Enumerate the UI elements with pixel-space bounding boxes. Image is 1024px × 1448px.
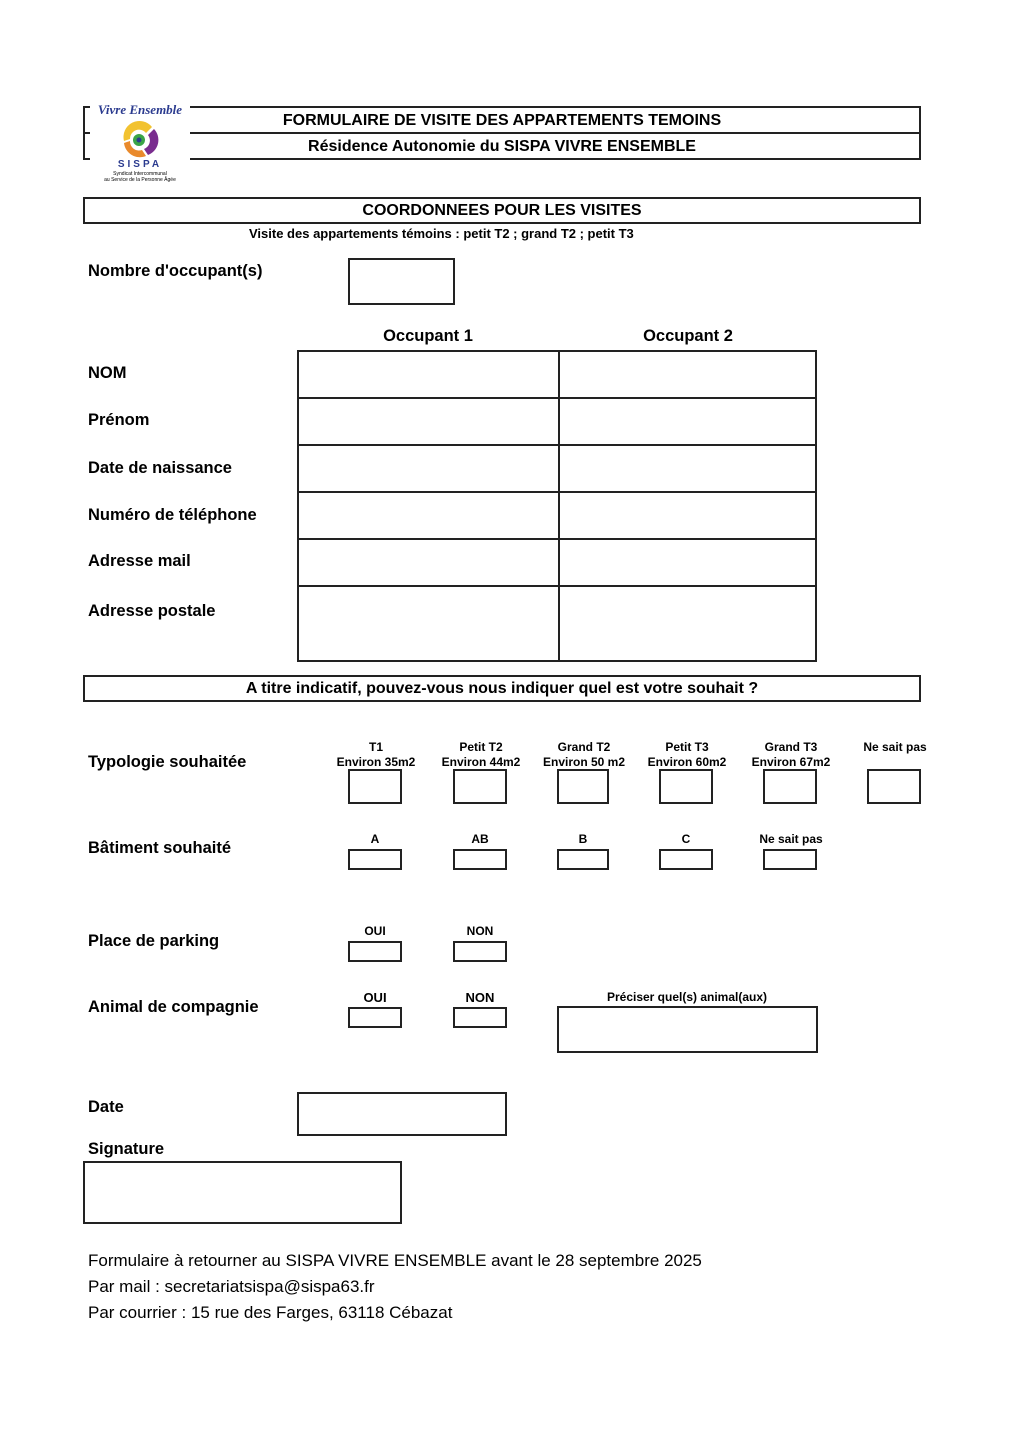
row-label-nom: NOM	[88, 364, 127, 382]
typologie-grand-t2-name: Grand T2	[557, 740, 611, 754]
typologie-label: Typologie souhaitée	[88, 753, 247, 771]
animal-oui-label: OUI	[363, 990, 387, 1005]
typologie-ne-sait-pas-checkbox[interactable]	[867, 769, 921, 804]
batiment-a-checkbox[interactable]	[348, 849, 402, 870]
typologie-option-grand-t2-label	[534, 740, 634, 770]
batiment-ab-label: AB	[471, 832, 489, 846]
typologie-petit-t2-name: Petit T2	[459, 740, 503, 754]
mail-occupant-1-field[interactable]	[299, 538, 560, 587]
animal-oui-checkbox[interactable]	[348, 1007, 402, 1028]
form-subtitle: Résidence Autonomie du SISPA VIVRE ENSEMBLE	[83, 132, 921, 160]
typologie-option-ne-sait-pas-label	[850, 740, 940, 755]
animal-non-label: NON	[465, 990, 495, 1005]
row-label-telephone: Numéro de téléphone	[88, 506, 257, 524]
typologie-grand-t2-size: Environ 50 m2	[542, 755, 626, 769]
column-occupant-2: Occupant 2	[643, 327, 733, 345]
adresse-occupant-1-field[interactable]	[299, 585, 560, 660]
typologie-t1-checkbox[interactable]	[348, 769, 402, 804]
telephone-occupant-1-field[interactable]	[299, 491, 560, 540]
section-coordonnees-title: COORDONNEES POUR LES VISITES	[83, 197, 921, 224]
parking-oui-label: OUI	[364, 924, 386, 938]
row-label-mail: Adresse mail	[88, 552, 191, 570]
batiment-c-checkbox[interactable]	[659, 849, 713, 870]
batiment-label: Bâtiment souhaité	[88, 839, 232, 857]
typologie-petit-t2-size: Environ 44m2	[441, 755, 521, 769]
prenom-occupant-2-field[interactable]	[558, 397, 817, 446]
occupants-label: Nombre d'occupant(s)	[88, 262, 263, 280]
animal-details-label: Préciser quel(s) animal(aux)	[606, 990, 768, 1004]
footer-return-note: Formulaire à retourner au SISPA VIVRE ENSEMBLE avant le 28 septembre 2025	[88, 1251, 702, 1270]
batiment-b-checkbox[interactable]	[557, 849, 609, 870]
parking-oui-checkbox[interactable]	[348, 941, 402, 962]
typologie-option-petit-t3-label	[639, 740, 735, 770]
naissance-occupant-2-field[interactable]	[558, 444, 817, 493]
visit-note: Visite des appartements témoins : petit T2 ; grand T2 ; petit T3	[249, 226, 634, 241]
typologie-petit-t2-checkbox[interactable]	[453, 769, 507, 804]
signature-label: Signature	[88, 1140, 165, 1158]
occupants-count-field[interactable]	[348, 258, 455, 305]
typologie-petit-t3-size: Environ 60m2	[647, 755, 727, 769]
typologie-ne-sait-pas-name: Ne sait pas	[863, 740, 927, 754]
sispa-logo	[90, 103, 190, 193]
logo-name: SISPA	[117, 159, 163, 170]
typologie-grand-t2-checkbox[interactable]	[557, 769, 609, 804]
occupants-table	[297, 350, 817, 662]
typologie-petit-t3-checkbox[interactable]	[659, 769, 713, 804]
animal-label: Animal de compagnie	[88, 998, 259, 1016]
typologie-option-petit-t2-label	[433, 740, 529, 770]
naissance-occupant-1-field[interactable]	[299, 444, 560, 493]
logo-swirl-icon	[118, 119, 162, 159]
parking-non-label: NON	[466, 924, 494, 938]
date-label: Date	[88, 1098, 124, 1116]
batiment-c-label: C	[681, 832, 691, 846]
telephone-occupant-2-field[interactable]	[558, 491, 817, 540]
footer-postal-address: Par courrier : 15 rue des Farges, 63118 Cébazat	[88, 1303, 453, 1322]
logo-subtitle-1: Syndicat Intercommunal	[113, 171, 167, 177]
mail-occupant-2-field[interactable]	[558, 538, 817, 587]
typologie-t1-name: T1	[368, 740, 383, 754]
batiment-ne-sait-pas-checkbox[interactable]	[763, 849, 817, 870]
typologie-petit-t3-name: Petit T3	[665, 740, 709, 754]
row-label-prenom: Prénom	[88, 411, 150, 429]
batiment-ne-sait-pas-label: Ne sait pas	[759, 832, 823, 846]
form-title: FORMULAIRE DE VISITE DES APPARTEMENTS TEMOINS	[83, 106, 921, 134]
nom-occupant-1-field[interactable]	[299, 352, 560, 399]
nom-occupant-2-field[interactable]	[558, 352, 817, 399]
animal-details-field[interactable]	[557, 1006, 818, 1053]
logo-subtitle-2: au Service de la Personne Âgée	[104, 177, 176, 183]
logo-title: Vivre Ensemble	[97, 102, 183, 117]
row-label-adresse: Adresse postale	[88, 602, 216, 620]
typologie-grand-t3-checkbox[interactable]	[763, 769, 817, 804]
adresse-occupant-2-field[interactable]	[558, 585, 817, 660]
column-occupant-1: Occupant 1	[383, 327, 473, 345]
parking-label: Place de parking	[88, 932, 220, 950]
typologie-grand-t3-name: Grand T3	[764, 740, 818, 754]
date-field[interactable]	[297, 1092, 507, 1136]
batiment-ab-checkbox[interactable]	[453, 849, 507, 870]
typologie-option-t1-label	[328, 740, 424, 770]
batiment-a-label: A	[370, 832, 380, 846]
animal-non-checkbox[interactable]	[453, 1007, 507, 1028]
prenom-occupant-1-field[interactable]	[299, 397, 560, 446]
typologie-grand-t3-size: Environ 67m2	[751, 755, 831, 769]
typologie-option-grand-t3-label	[743, 740, 839, 770]
section-souhait-title: A titre indicatif, pouvez-vous nous indiquer quel est votre souhait ?	[83, 675, 921, 702]
batiment-b-label: B	[578, 832, 588, 846]
parking-non-checkbox[interactable]	[453, 941, 507, 962]
signature-field[interactable]	[83, 1161, 402, 1224]
row-label-date-naissance: Date de naissance	[88, 459, 232, 477]
typologie-t1-size: Environ 35m2	[336, 755, 416, 769]
footer-email: Par mail : secretariatsispa@sispa63.fr	[88, 1277, 375, 1296]
